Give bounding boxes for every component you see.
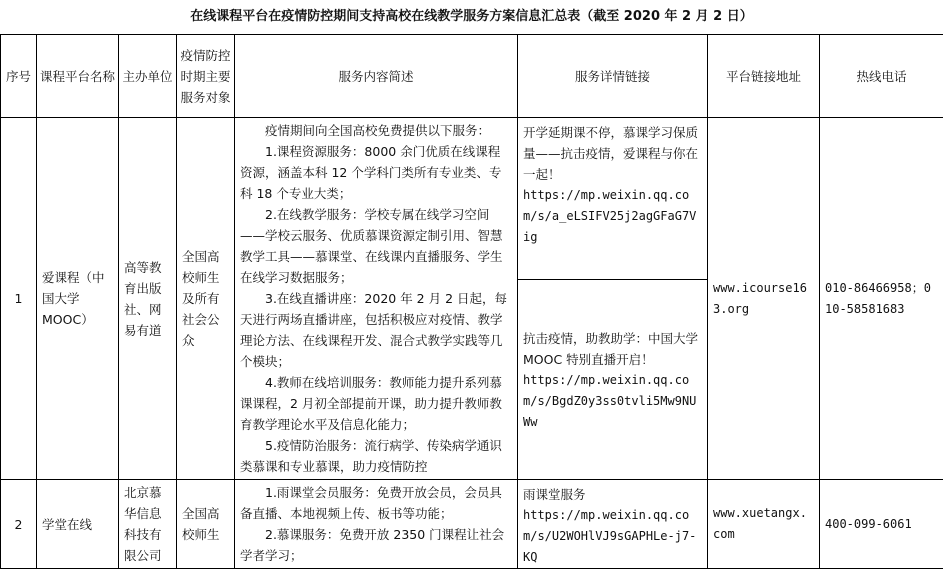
header-audience: 疫情防控时期主要服务对象 <box>177 35 235 118</box>
row-index: 2 <box>1 480 37 569</box>
audience: 全国高校师生及所有社会公众 <box>177 118 235 480</box>
hotline: 400-099-6061 <box>820 480 943 569</box>
service-line: 4.教师在线培训服务：教师能力提升系列慕课课程，2 月初全部提前开课，助力提升教师教育教学理论水平及信息化能力； <box>240 372 512 435</box>
header-platform-url: 平台链接地址 <box>708 35 820 118</box>
row-index: 1 <box>1 118 37 480</box>
header-service: 服务内容简述 <box>235 35 518 118</box>
link-url[interactable]: https://mp.weixin.qq.com/s/a_eLSIFV25j2agGFaG7Vig <box>523 185 702 248</box>
service-line: 5.疫情防治服务：流行病学、传染病学通识类慕课和专业慕课，助力疫情防控 <box>240 435 512 477</box>
header-platform: 课程平台名称 <box>37 35 119 118</box>
header-index: 序号 <box>1 35 37 118</box>
service-line: 2.慕课服务：免费开放 2350 门课程让社会学者学习； <box>240 524 512 566</box>
link-url[interactable]: https://mp.weixin.qq.com/s/U2WOHlVJ9sGAPHLe-j7-KQ <box>523 505 702 568</box>
table-row <box>1 480 943 569</box>
info-table <box>0 34 943 569</box>
table-title: 在线课程平台在疫情防控期间支持高校在线教学服务方案信息汇总表（截至 2020 年 2 月 2 日） <box>0 0 943 34</box>
platform-url[interactable]: www.xuetangx.com <box>708 480 820 569</box>
organizer: 北京慕华信息科技有限公司 <box>119 480 177 569</box>
header-row <box>1 35 943 118</box>
service-line: 3.在线直播讲座：2020 年 2 月 2 日起，每天进行两场直播讲座，包括积极应对疫情、教学理论方法、在线课程开发、混合式教学实践等几个模块； <box>240 288 512 372</box>
platform-name: 学堂在线 <box>37 480 119 569</box>
link-caption: 雨课堂服务 <box>523 487 586 502</box>
service-line: 1.雨课堂会员服务：免费开放会员，会员具备直播、本地视频上传、板书等功能； <box>240 482 512 524</box>
service-line: 1.课程资源服务：8000 余门优质在线课程资源，涵盖本科 12 个学科门类所有专业类、专科 18 个专业大类； <box>240 141 512 204</box>
platform-name: 爱课程（中国大学MOOC） <box>37 118 119 480</box>
service-description <box>235 118 518 480</box>
link-caption: 开学延期课不停，慕课学习保质量——抗击疫情，爱课程与你在一起！ <box>523 125 698 182</box>
header-detail-link: 服务详情链接 <box>518 35 708 118</box>
header-hotline: 热线电话 <box>820 35 943 118</box>
service-line: 2.在线教学服务：学校专属在线学习空间——学校云服务、优质慕课资源定制引用、智慧教学工具——慕课堂、在线课内直播服务、学生在线学习数据服务； <box>240 204 512 288</box>
table-row <box>1 118 943 280</box>
service-detail-link[interactable] <box>518 118 708 280</box>
header-organizer: 主办单位 <box>119 35 177 118</box>
audience: 全国高校师生 <box>177 480 235 569</box>
hotline: 010-86466958；010-58581683 <box>820 118 943 480</box>
service-detail-link[interactable] <box>518 480 708 569</box>
service-line: 疫情期间向全国高校免费提供以下服务： <box>240 120 512 141</box>
service-detail-link[interactable] <box>518 280 708 480</box>
service-description <box>235 480 518 569</box>
platform-url[interactable]: www.icourse163.org <box>708 118 820 480</box>
organizer: 高等教育出版社、网易有道 <box>119 118 177 480</box>
link-url[interactable]: https://mp.weixin.qq.com/s/BgdZ0y3ss0tvli5Mw9NUWw <box>523 370 702 433</box>
link-caption: 抗击疫情，助教助学：中国大学 MOOC 特别直播开启！ <box>523 331 698 367</box>
